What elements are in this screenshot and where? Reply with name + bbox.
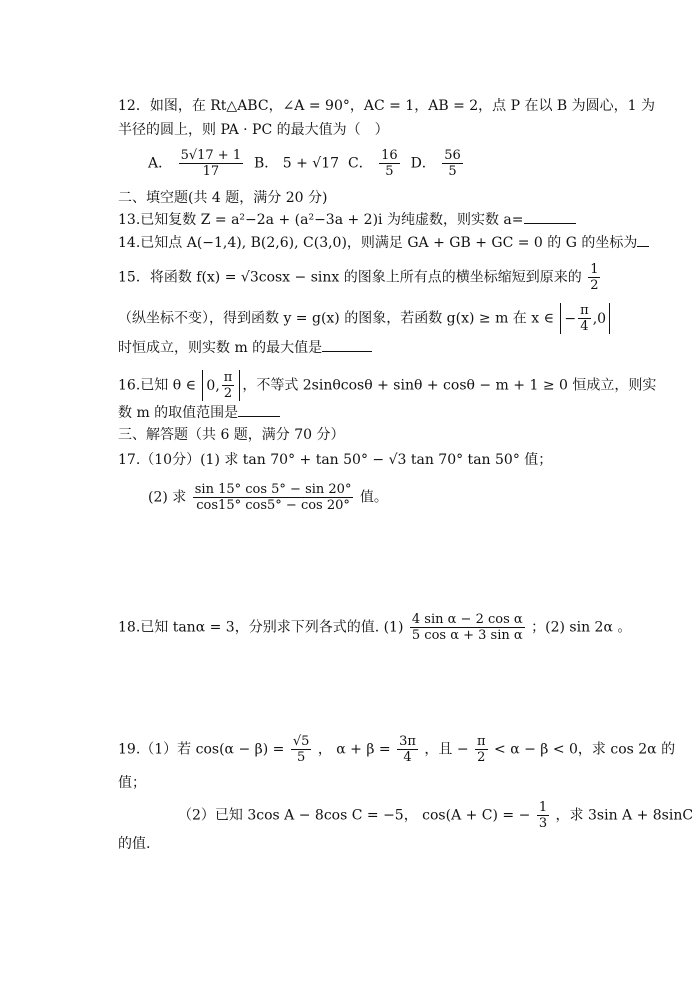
q19-part2-tail: ，求 3sin A + 8sinC xyxy=(555,807,694,824)
q19-fraction1 xyxy=(291,734,312,765)
q15-line2 xyxy=(118,303,612,334)
q16-interval-left: 0, xyxy=(206,377,220,394)
q19-fraction3-numerator: π xyxy=(477,734,486,749)
q19-line1 xyxy=(118,734,675,765)
q19-part2 xyxy=(178,800,693,831)
q12-line1: 12．如图，在 Rt△ABC，∠A = 90°，AC = 1，AB = 2，点 P 在以 B 为圆心，1 为 xyxy=(118,98,656,114)
q19-fraction2-numerator: 3π xyxy=(399,734,416,749)
q19-part2-fraction xyxy=(537,800,549,831)
q12-option-a-label: A． xyxy=(148,155,173,172)
q16-interval-numerator: π xyxy=(223,370,233,385)
q13-answer-blank[interactable] xyxy=(524,223,576,224)
q15-interval-right: ,0 xyxy=(592,310,607,327)
q18-tail: ；(2) sin 2α 。 xyxy=(531,619,632,636)
q16-interval xyxy=(202,370,240,401)
q17-denominator: cos15° cos5° − cos 20° xyxy=(196,498,350,513)
q19-part2-denominator: 3 xyxy=(538,816,548,831)
q15-line3-text: 时恒成立，则实数 m 的最大值是 xyxy=(118,340,323,356)
q16-answer-blank[interactable] xyxy=(238,416,280,417)
q16-line1-end: ，不等式 2sinθcosθ + sinθ + cosθ − m + 1 ≥ 0 恒成立，则实 xyxy=(242,377,657,394)
q15-half-fraction xyxy=(588,262,600,293)
q12-option-d-fraction xyxy=(442,148,463,179)
q17-tail: 值。 xyxy=(359,489,388,506)
q15-interval-numerator: π xyxy=(580,303,589,318)
q15-line2-text: （纵坐标不变），得到函数 y = g(x) 的图象，若函数 g(x) ≥ m 在 x ∈ xyxy=(118,310,554,327)
q14 xyxy=(118,233,649,253)
q17-part2-label: (2) 求 xyxy=(148,489,187,506)
q19-tail: < α − β < 0，求 cos 2α 的 xyxy=(494,741,676,758)
q16-interval-denominator: 2 xyxy=(223,386,233,401)
section-solutions-heading: 三、解答题（共 6 题，满分 70 分） xyxy=(118,427,345,443)
q17-part2 xyxy=(148,482,388,513)
q19-fraction2 xyxy=(397,734,418,765)
q13 xyxy=(118,210,576,230)
q16-line1 xyxy=(118,370,656,401)
section-fill-in-heading: 二、填空题(共 4 题，满分 20 分) xyxy=(118,190,328,206)
q15-half-numerator: 1 xyxy=(590,262,599,277)
q12-option-a-fraction xyxy=(179,148,244,179)
q14-answer-blank[interactable] xyxy=(637,246,649,247)
q12-option-d-denominator: 5 xyxy=(448,164,457,179)
q16-line2 xyxy=(118,403,280,423)
q19-part2-numerator: 1 xyxy=(538,800,548,815)
q12-options xyxy=(148,148,465,179)
q16-line1-start: 16.已知 θ ∈ xyxy=(118,377,196,394)
q16-line2-text: 数 m 的取值范围是 xyxy=(118,405,239,421)
q15-interval-denominator: 4 xyxy=(580,319,589,334)
q18-lead: 18.已知 tanα = 3，分别求下列各式的值. (1) xyxy=(118,619,404,636)
q19-fraction2-denominator: 4 xyxy=(403,750,412,765)
q19-part2-lead: （2）已知 3cos A − 8cos C = −5， cos(A + C) = − xyxy=(178,807,531,824)
q19-mid1: ， α + β = xyxy=(317,741,391,758)
q15-line1-text: 15．将函数 f(x) = √3cosx − sinx 的图象上所有点的横坐标缩短到原来的 xyxy=(118,269,582,286)
q15-interval: − $\frac{\pi}{4}$ ,0 xyxy=(560,303,610,334)
q18-fraction xyxy=(410,612,525,643)
q18-numerator: 4 sin α − 2 cos α xyxy=(411,612,523,627)
q18 xyxy=(118,612,631,643)
q15-half-denominator: 2 xyxy=(590,278,599,293)
q19-line4: 的值. xyxy=(118,836,151,852)
q18-denominator: 5 cos α + 3 sin α xyxy=(411,628,523,643)
q12-line2: 半径的圆上，则 PA · PC 的最大值为（ ） xyxy=(118,122,389,138)
q19-fraction1-numerator: √5 xyxy=(292,734,310,749)
q17-line1: 17.（10分）(1) 求 tan 70° + tan 50° − √3 tan 70° tan 50° 值； xyxy=(118,452,553,468)
q12-option-c-numerator: 16 xyxy=(381,148,398,163)
q16-interval-fraction xyxy=(222,370,235,401)
q12-option-c-denominator: 5 xyxy=(385,164,394,179)
q12-option-a-numerator: 5√17 + 1 xyxy=(180,148,242,163)
q12-option-c-fraction xyxy=(379,148,400,179)
q19-fraction3-denominator: 2 xyxy=(477,750,486,765)
q19-mid2: ，且 − xyxy=(424,741,469,758)
q19-fraction3 xyxy=(475,734,488,765)
q12-option-c-label: C． xyxy=(347,155,373,172)
q12-option-b: B． 5 + √17 xyxy=(254,155,340,172)
q13-text: 13.已知复数 Z = a²−2a + (a²−3a + 2)i 为纯虚数，则实数 a= xyxy=(118,212,524,228)
q12-option-a-denominator: 17 xyxy=(202,164,220,179)
q14-text: 14.已知点 A(−1,4), B(2,6), C(3,0)，则满足 GA + GB + GC = 0 的 G 的坐标为 xyxy=(118,235,638,251)
q15-line3 xyxy=(118,338,372,358)
q19-line2: 值； xyxy=(118,775,146,791)
q15-interval-fraction xyxy=(578,303,591,334)
q15-line1 xyxy=(118,262,602,293)
q12-option-d-label: D． xyxy=(410,155,436,172)
q17-numerator: sin 15° cos 5° − sin 20° xyxy=(194,482,352,497)
q19-lead: 19.（1）若 cos(α − β) = xyxy=(118,741,285,758)
q17-fraction xyxy=(193,482,354,513)
q15-answer-blank[interactable] xyxy=(322,351,372,352)
q19-fraction1-denominator: 5 xyxy=(296,750,306,765)
q12-option-d-numerator: 56 xyxy=(444,148,461,163)
